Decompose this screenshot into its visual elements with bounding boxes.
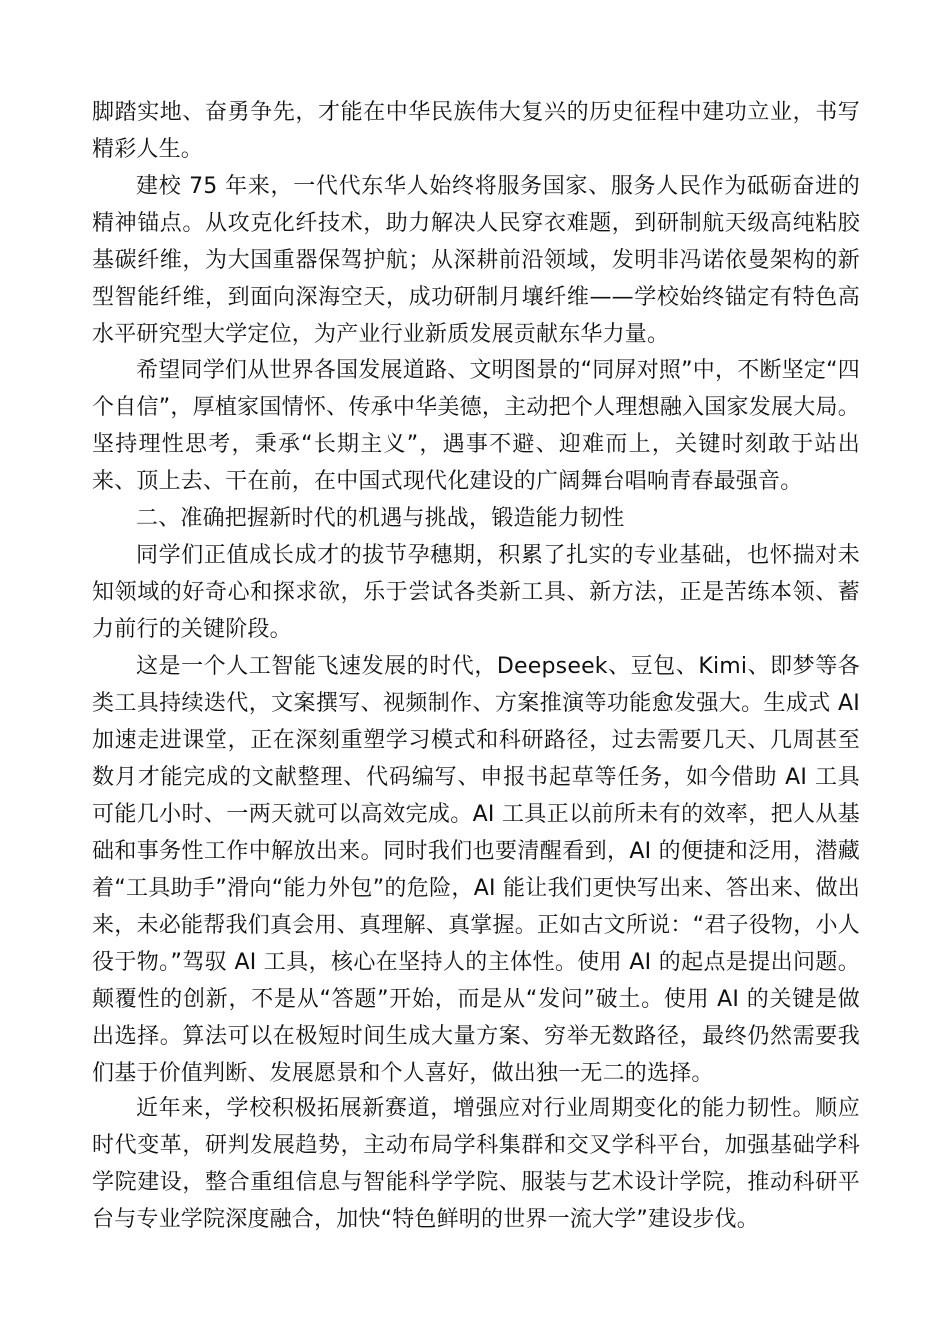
paragraph-school-history: 建校 75 年来，一代代东华人始终将服务国家、服务人民作为砥砺奋进的精神锚点。从攻克化纤技术，助力解决人民穿衣难题，到研制航天级高纯粘胶基碳纤维，为大国重器保驾护航；从深耕前沿领域，发明非冯诺依曼架构的新型智能纤维，到面向深海空天，成功研制月壤纤维——学校始终锚定有特色高水平研究型大学定位，为产业行业新质发展贡献东华力量。	[92, 174, 860, 347]
section-heading-two: 二、准确把握新时代的机遇与挑战，锻造能力韧性	[136, 506, 625, 531]
paragraph-intro-continuation: 脚踏实地、奋勇争先，才能在中华民族伟大复兴的历史征程中建功立业，书写精彩人生。	[92, 100, 860, 162]
paragraph-growth-stage: 同学们正值成长成才的拔节孕穗期，积累了扎实的专业基础，也怀揣对未知领域的好奇心和探求欲，乐于尝试各类新工具、新方法，正是苦练本领、蓄力前行的关键阶段。	[92, 543, 860, 642]
paragraph-ai-era: 这是一个人工智能飞速发展的时代，Deepseek、豆包、Kimi、即梦等各类工具持续迭代，文案撰写、视频制作、方案推演等功能愈发强大。生成式 AI 加速走进课堂，正在深刻重塑学习模式和科研路径，过去需要几天、几周甚至数月才能完成的文献整理、代码编写、申报书起草等任务，如今借助 AI 工具可能几小时、一两天就可以高效完成。AI 工具正以前所未有的效率，把人从基础和事务性工作中解放出来。同时我们也要清醒看到，AI 的便捷和泛用，潜藏着“工具助手”滑向“能力外包”的危险，AI 能让我们更快写出来、答出来、做出来，未必能帮我们真会用、真理解、真掌握。正如古文所说：“君子役物，小人役于物。”驾驭 AI 工具，核心在坚持人的主体性。使用 AI 的起点是提出问题。颠覆性的创新，不是从“答题”开始，而是从“发问”破土。使用 AI 的关键是做出选择。算法可以在极短时间生成大量方案、穷举无数路径，最终仍然需要我们基于价值判断、发展愿景和个人喜好，做出独一无二的选择。	[92, 654, 860, 1086]
paragraph-school-initiatives: 近年来，学校积极拓展新赛道，增强应对行业周期变化的能力韧性。顺应时代变革，研判发展趋势，主动布局学科集群和交叉学科平台，加强基础学科学院建设，整合重组信息与智能科学学院、服装与艺术设计学院，推动科研平台与专业学院深度融合，加快“特色鲜明的世界一流大学”建设步伐。	[92, 1096, 860, 1232]
paragraph-student-hopes: 希望同学们从世界各国发展道路、文明图景的“同屏对照”中，不断坚定“四个自信”，厚植家国情怀、传承中华美德，主动把个人理想融入国家发展大局。坚持理性思考，秉承“长期主义”，遇事不避、迎难而上，关键时刻敢于站出来、顶上去、干在前，在中国式现代化建设的广阔舞台唱响青春最强音。	[92, 358, 860, 494]
